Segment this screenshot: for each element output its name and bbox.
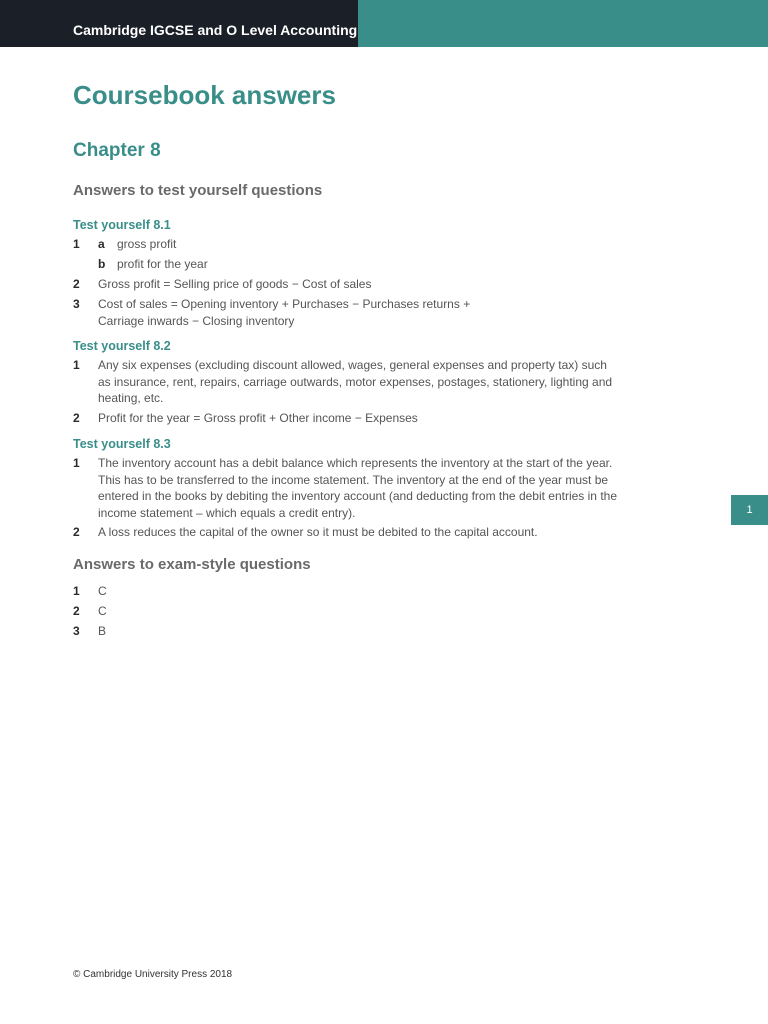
exam-answer-item xyxy=(73,603,618,620)
question-number: 3 xyxy=(73,624,80,638)
question-item xyxy=(73,410,618,427)
question-item xyxy=(73,455,618,521)
test-group-title: Test yourself 8.2 xyxy=(73,339,171,353)
question-number: 3 xyxy=(73,297,80,311)
sub-answer-letter: b xyxy=(98,257,106,271)
question-number: 2 xyxy=(73,525,80,539)
question-number: 2 xyxy=(73,277,80,291)
page-title: Coursebook answers xyxy=(73,80,336,110)
question-item xyxy=(73,357,618,407)
answer-text: C xyxy=(98,604,107,618)
book-title: Cambridge IGCSE and O Level Accounting xyxy=(73,22,358,38)
sub-answer xyxy=(98,236,598,253)
exam-answer-item xyxy=(73,623,618,640)
exam-section-title: Answers to exam-style questions xyxy=(73,556,311,573)
question-item xyxy=(73,296,513,329)
sub-answer-letter: a xyxy=(98,237,105,251)
sub-answer-text: gross profit xyxy=(117,237,177,251)
question-number: 1 xyxy=(73,456,80,470)
question-item xyxy=(73,276,618,293)
question-number: 1 xyxy=(73,584,80,598)
chapter-title: Chapter 8 xyxy=(73,140,161,161)
answer-text: Cost of sales = Opening inventory + Purchases − Purchases returns + Carriage inwards − Closing inventory xyxy=(98,297,471,328)
answer-text: B xyxy=(98,624,107,638)
sub-answer xyxy=(98,256,598,273)
copyright-footer: © Cambridge University Press 2018 xyxy=(73,969,233,980)
test-group-title: Test yourself 8.1 xyxy=(73,218,171,232)
page-number-tab: 1 xyxy=(731,495,768,525)
test-section-title: Answers to test yourself questions xyxy=(73,182,323,199)
answer-text: Profit for the year = Gross profit + Other income − Expenses xyxy=(98,411,418,425)
exam-answer-item xyxy=(73,583,618,600)
question-item xyxy=(73,524,618,541)
question-number: 2 xyxy=(73,604,80,618)
question-number: 2 xyxy=(73,411,80,425)
question-number: 1 xyxy=(73,237,80,251)
question-number: 1 xyxy=(73,358,80,372)
answer-text: C xyxy=(98,584,107,598)
answer-text: A loss reduces the capital of the owner so it must be debited to the capital account. xyxy=(98,525,538,539)
answer-text: Any six expenses (excluding discount allowed, wages, general expenses and property tax) such as insurance, rent, repairs, carriage outwards, motor expenses, postages, stationery, lighting and heating, etc. xyxy=(98,358,613,405)
answer-text: Gross profit = Selling price of goods − Cost of sales xyxy=(98,277,372,291)
test-group-title: Test yourself 8.3 xyxy=(73,437,171,451)
header-accent-bar xyxy=(358,0,768,47)
sub-answer-text: profit for the year xyxy=(117,257,208,271)
answer-text: The inventory account has a debit balance which represents the inventory at the start of the year. This has to be transferred to the income statement. The inventory at the end of the year must be entered in the books by debiting the inventory account (and deducting from the debit entries in the income statement – which equals a credit entry). xyxy=(98,456,617,520)
